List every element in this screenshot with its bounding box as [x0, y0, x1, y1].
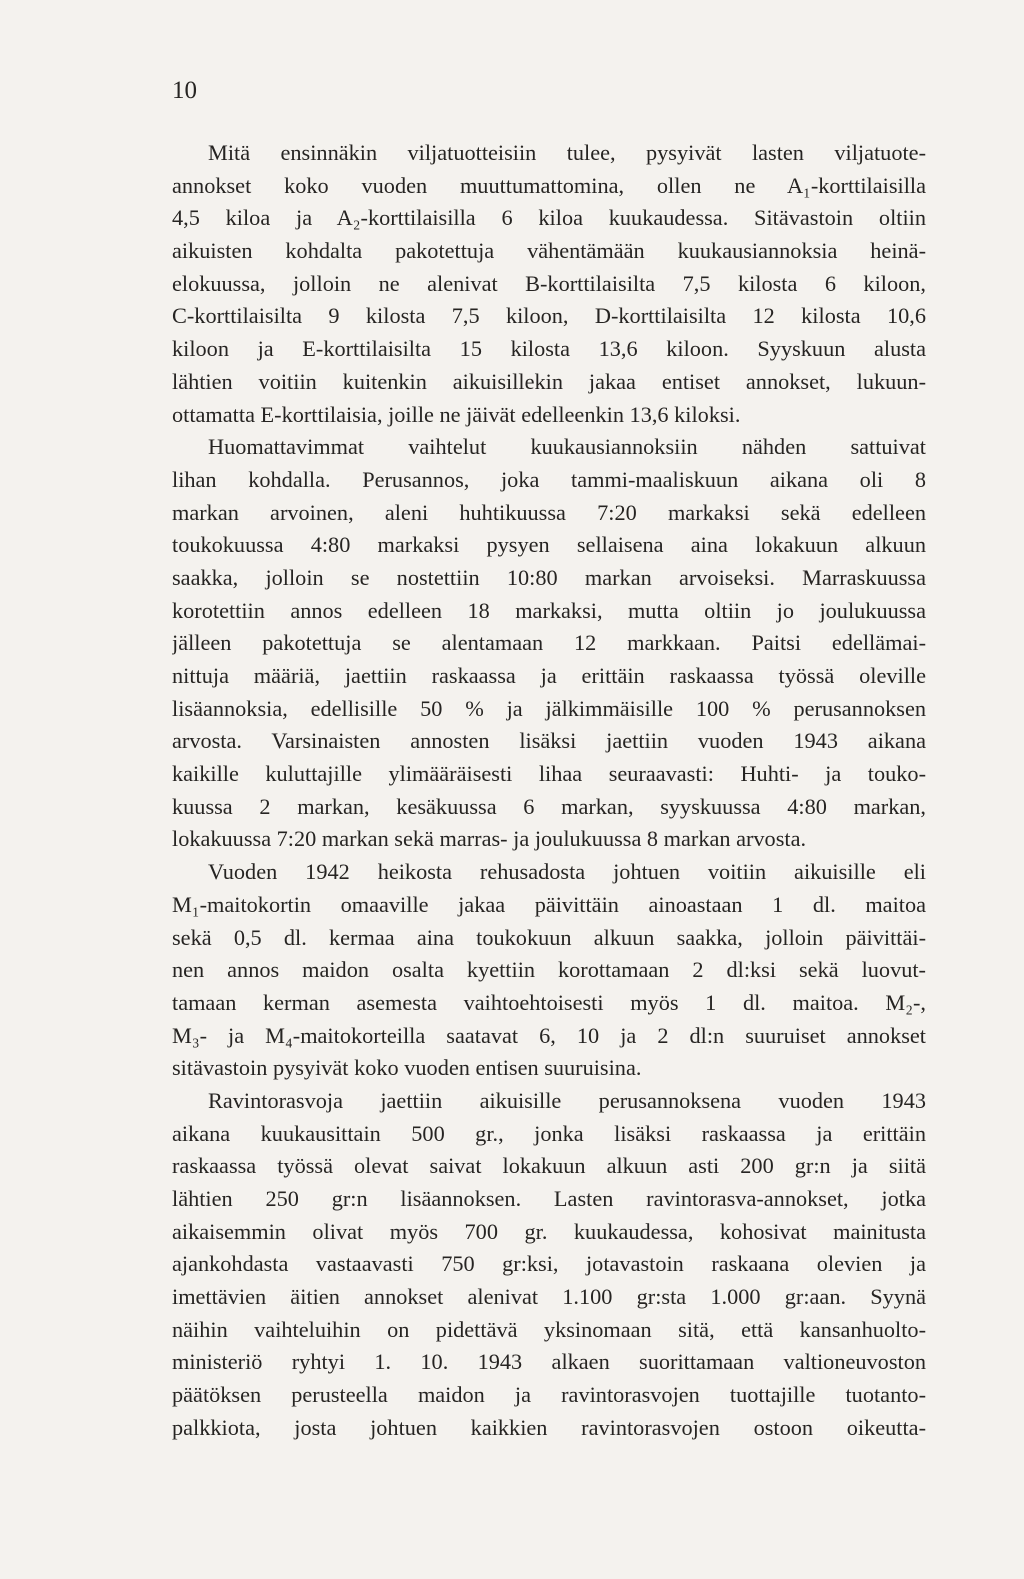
text-line: korotettiin annos edelleen 18 markaksi, mutta oltiin jo joulukuussa — [172, 597, 926, 623]
page-number: 10 — [172, 77, 197, 104]
text-line: näihin vaihteluihin on pidettävä yksinomaan sitä, että kansanhuolto- — [172, 1316, 926, 1342]
text-line: ottamatta E-korttilaisia, joille ne jäivät edelleenkin 13,6 kiloksi. — [172, 401, 741, 427]
text-line: annokset koko vuoden muuttumattomina, ollen ne A₁-korttilaisilla — [172, 172, 926, 198]
text-line: kuussa 2 markan, kesäkuussa 6 markan, syyskuussa 4:80 markan, — [172, 793, 926, 819]
text-line: päätöksen perusteella maidon ja ravintorasvojen tuottajille tuotanto- — [172, 1382, 926, 1408]
text-line: lisäannoksia, edellisille 50 % ja jälkimmäisille 100 % perusannoksen — [172, 695, 926, 721]
text-line: jälleen pakotettuja se alentamaan 12 markkaan. Paitsi edellämai- — [172, 630, 926, 656]
text-line: M₁-maitokortin omaaville jakaa päivittäin ainoastaan 1 dl. maitoa — [172, 891, 926, 917]
text-line: lähtien 250 gr:n lisäannoksen. Lasten ravintorasva-annokset, jotka — [172, 1186, 926, 1211]
text-line: aikaisemmin olivat myös 700 gr. kuukaudessa, kohosivat mainitusta — [172, 1218, 926, 1244]
text-line: tamaan kerman asemesta vaihtoehtoisesti myös 1 dl. maitoa. M₂-, — [172, 989, 926, 1015]
text-line: sitävastoin pysyivät koko vuoden entisen suuruisina. — [172, 1055, 642, 1081]
text-line: elokuussa, jolloin ne alenivat B-korttilaisilta 7,5 kilosta 6 kiloon, — [172, 270, 926, 296]
text-line: lokakuussa 7:20 markan sekä marras- ja joulukuussa 8 markan arvosta. — [172, 826, 807, 852]
text-line: 4,5 kiloa ja A₂-korttilaisilla 6 kiloa kuukaudessa. Sitävastoin oltiin — [172, 205, 926, 231]
text-line: kiloon ja E-korttilaisilta 15 kilosta 13,6 kiloon. Syyskuun alusta — [172, 336, 926, 362]
text-line: lihan kohdalla. Perusannos, joka tammi-maaliskuun aikana oli 8 — [172, 466, 926, 492]
body-text — [172, 137, 926, 1445]
text-line: Mitä ensinnäkin viljatuotteisiin tulee, pysyivät lasten viljatuote- — [208, 140, 926, 165]
text-line: ministeriö ryhtyi 1. 10. 1943 alkaen suorittamaan valtioneuvoston — [172, 1349, 926, 1375]
text-line: aikana kuukausittain 500 gr., jonka lisäksi raskaassa ja erittäin — [172, 1120, 926, 1146]
text-line: saakka, jolloin se nostettiin 10:80 markan arvoiseksi. Marraskuussa — [172, 564, 926, 590]
text-line: nen annos maidon osalta kyettiin korottamaan 2 dl:ksi sekä luovut- — [172, 957, 926, 983]
text-line: arvosta. Varsinaisten annosten lisäksi jaettiin vuoden 1943 aikana — [172, 728, 926, 754]
text-line: sekä 0,5 dl. kermaa aina toukokuun alkuun saakka, jolloin päivittäi- — [172, 924, 926, 950]
text-line: aikuisten kohdalta pakotettuja vähentämään kuukausiannoksia heinä- — [172, 238, 926, 264]
text-line: Ravintorasvoja jaettiin aikuisille perusannoksena vuoden 1943 — [208, 1087, 926, 1113]
text-line: toukokuussa 4:80 markaksi pysyen sellaisena aina lokakuun alkuun — [172, 532, 926, 558]
text-line: lähtien voitiin kuitenkin aikuisillekin jakaa entiset annokset, lukuun- — [172, 368, 926, 394]
text-line: markan arvoinen, aleni huhtikuussa 7:20 markaksi sekä edelleen — [172, 499, 926, 525]
text-line: Vuoden 1942 heikosta rehusadosta johtuen voitiin aikuisille eli — [208, 859, 926, 885]
text-line: ajankohdasta vastaavasti 750 gr:ksi, jotavastoin raskaana olevien ja — [172, 1251, 926, 1277]
text-line: Huomattavimmat vaihtelut kuukausiannoksiin nähden sattuivat — [208, 434, 926, 460]
text-line: M₃- ja M₄-maitokorteilla saatavat 6, 10 ja 2 dl:n suuruiset annokset — [172, 1022, 926, 1048]
text-line: palkkiota, josta johtuen kaikkien ravintorasvojen ostoon oikeutta- — [172, 1414, 926, 1440]
text-line: kaikille kuluttajille ylimääräisesti lihaa seuraavasti: Huhti- ja touko- — [172, 761, 926, 787]
text-line: raskaassa työssä olevat saivat lokakuun alkuun asti 200 gr:n ja siitä — [172, 1153, 926, 1179]
text-line: nittuja määriä, jaettiin raskaassa ja erittäin raskaassa työssä oleville — [172, 663, 926, 688]
text-line: imettävien äitien annokset alenivat 1.100 gr:sta 1.000 gr:aan. Syynä — [172, 1284, 926, 1310]
text-line: C-korttilaisilta 9 kilosta 7,5 kiloon, D-korttilaisilta 12 kilosta 10,6 — [172, 303, 926, 329]
